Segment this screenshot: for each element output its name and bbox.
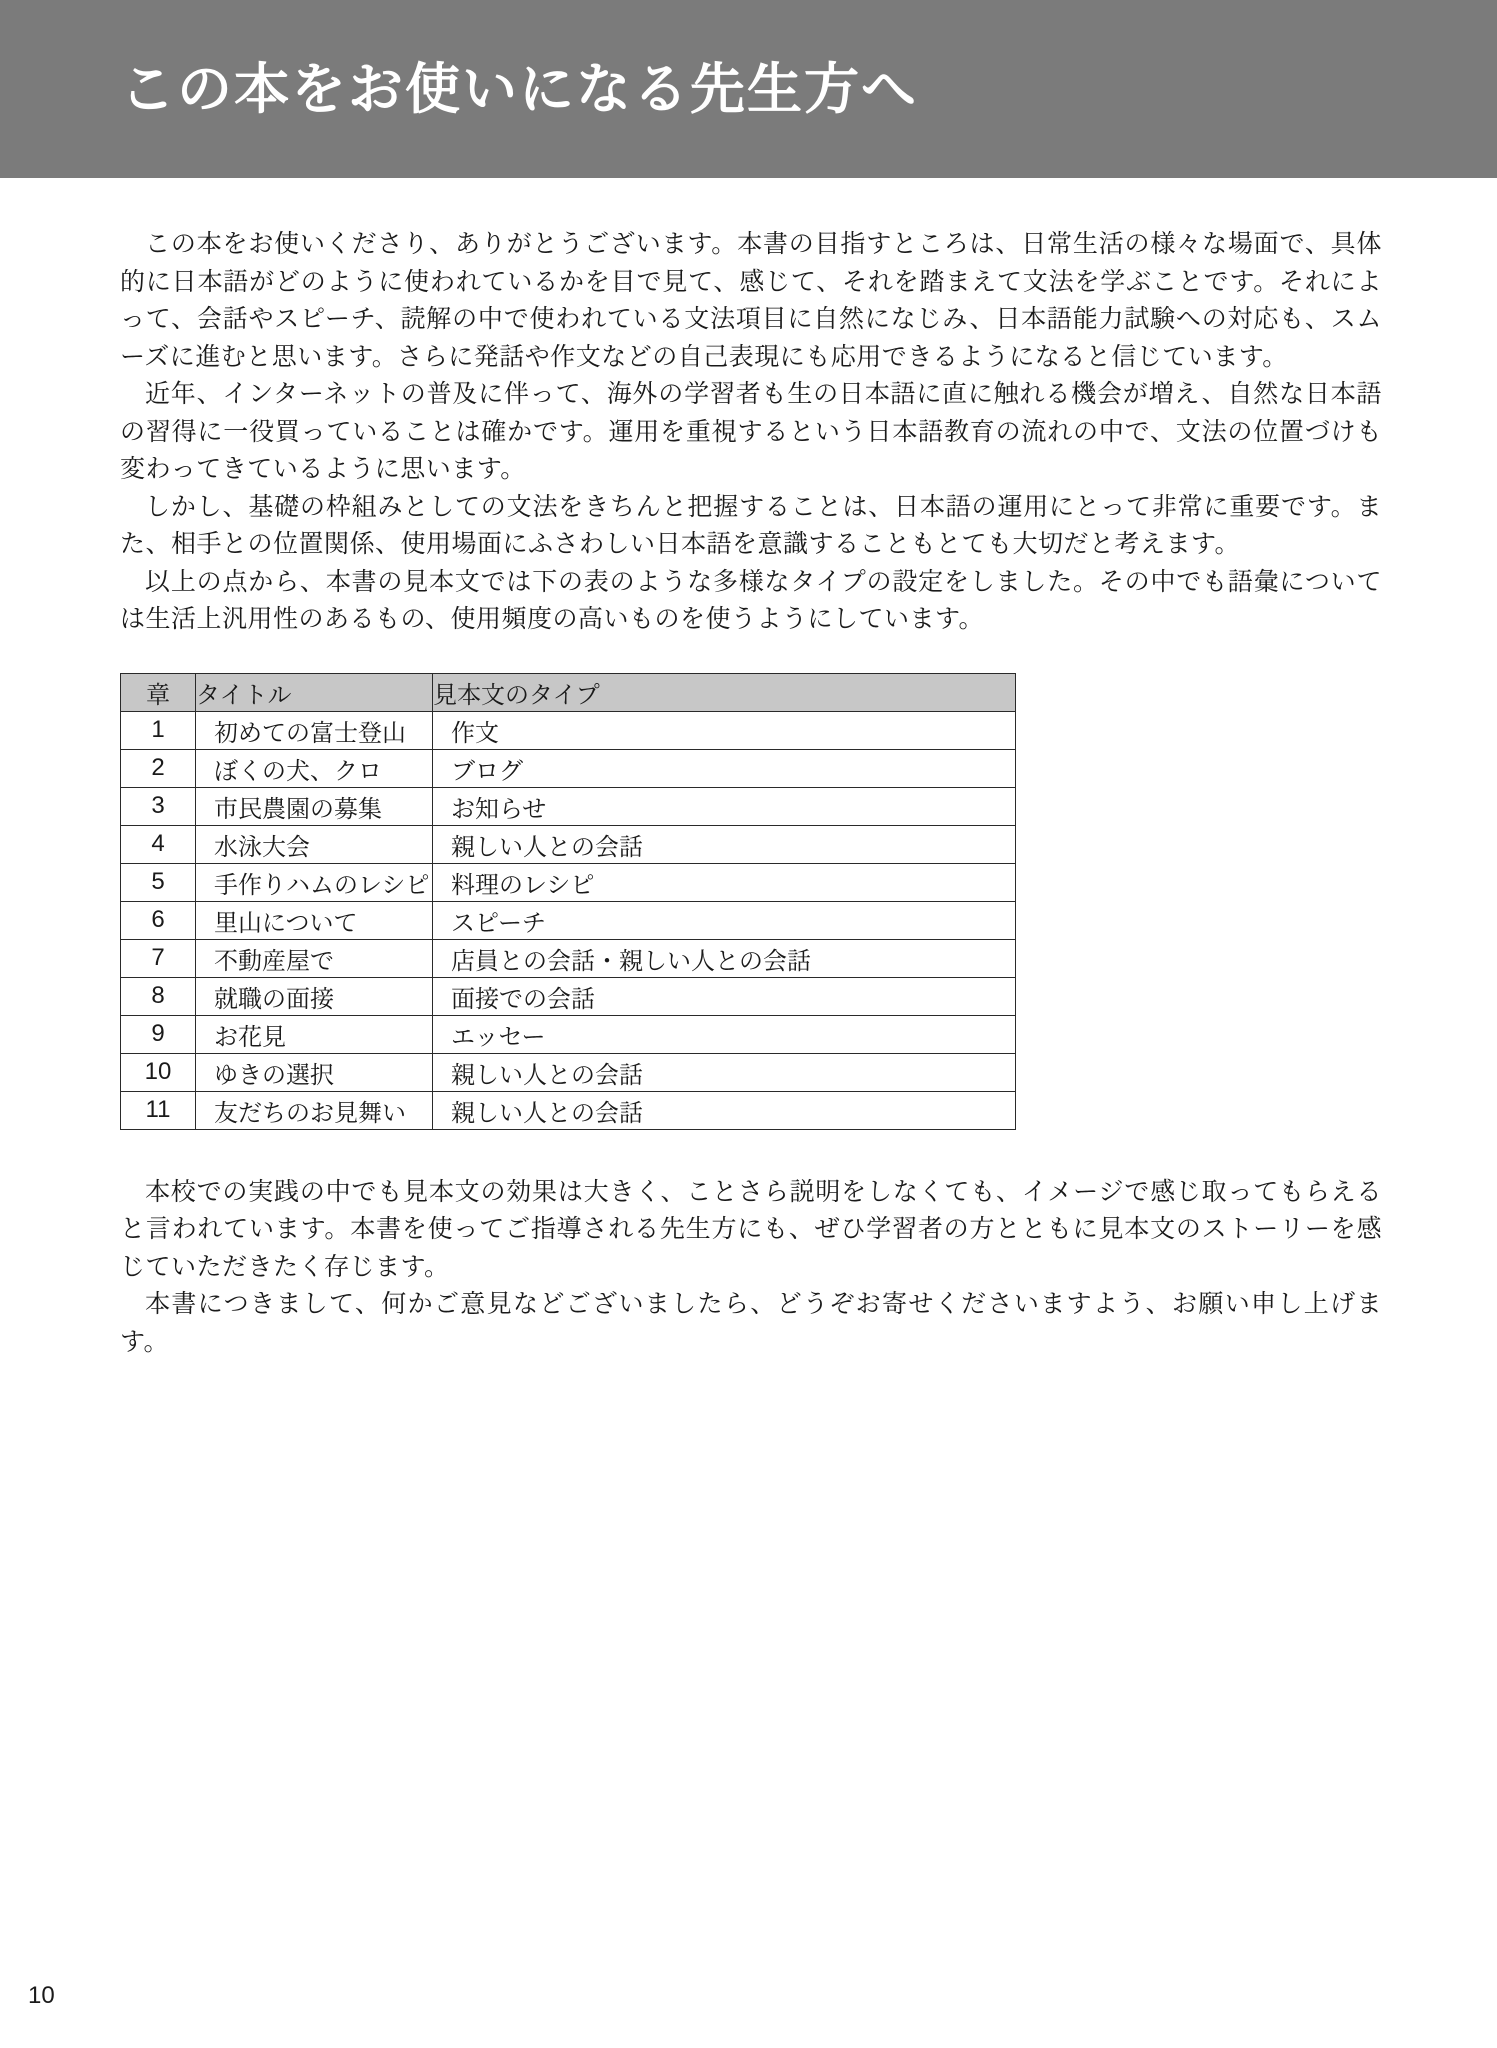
title-cell: 初めての富士登山	[196, 711, 433, 749]
chapter-cell: 2	[121, 749, 196, 787]
title-cell: 不動産屋で	[196, 939, 433, 977]
title-cell: 里山について	[196, 901, 433, 939]
intro-paragraphs	[120, 226, 1382, 639]
chapter-cell: 8	[121, 977, 196, 1015]
table-row	[121, 711, 1016, 749]
chapter-cell: 7	[121, 939, 196, 977]
title-cell: 就職の面接	[196, 977, 433, 1015]
title-cell: 市民農園の募集	[196, 787, 433, 825]
table-row	[121, 977, 1016, 1015]
type-cell: 親しい人との会話	[433, 1053, 1016, 1091]
title-cell: ぼくの犬、クロ	[196, 749, 433, 787]
type-cell: エッセー	[433, 1015, 1016, 1053]
table-row	[121, 1091, 1016, 1129]
title-cell: 友だちのお見舞い	[196, 1091, 433, 1129]
page-title: この本をお使いになる先生方へ	[120, 57, 919, 120]
paragraph: 近年、インターネットの普及に伴って、海外の学習者も生の日本語に直に触れる機会が増え、自然な日本語の習得に一役買っていることは確かです。運用を重視するという日本語教育の流れの中で、文法の位置づけも変わってきているように思います。	[120, 380, 1382, 483]
table-header	[121, 673, 1016, 711]
header-chapter: 章	[121, 673, 196, 711]
chapter-cell: 1	[121, 711, 196, 749]
type-cell: 親しい人との会話	[433, 1091, 1016, 1129]
paragraph: しかし、基礎の枠組みとしての文法をきちんと把握することは、日本語の運用にとって非常に重要です。また、相手との位置関係、使用場面にふさわしい日本語を意識することもとても大切だと考えます。	[120, 492, 1382, 558]
chapter-cell: 10	[121, 1053, 196, 1091]
header-sample-type: 見本文のタイプ	[433, 673, 1016, 711]
closing-paragraphs	[120, 1174, 1382, 1362]
type-cell: 作文	[433, 711, 1016, 749]
paragraph: 本校での実践の中でも見本文の効果は大きく、ことさら説明をしなくても、イメージで感じ取ってもらえると言われています。本書を使ってご指導される先生方にも、ぜひ学習者の方とともに見本文のストーリーを感じていただきたく存じます。	[120, 1177, 1382, 1281]
title-cell: 手作りハムのレシピ	[196, 863, 433, 901]
table-row	[121, 939, 1016, 977]
table-row	[121, 825, 1016, 863]
title-cell: 水泳大会	[196, 825, 433, 863]
paragraph: 本書につきまして、何かご意見などございましたら、どうぞお寄せくださいますよう、お願い申し上げます。	[120, 1290, 1382, 1356]
title-cell: ゆきの選択	[196, 1053, 433, 1091]
chapter-cell: 9	[121, 1015, 196, 1053]
table-header-row	[121, 673, 1016, 711]
title-cell: お花見	[196, 1015, 433, 1053]
type-cell: お知らせ	[433, 787, 1016, 825]
paragraph: この本をお使いくださり、ありがとうございます。本書の目指すところは、日常生活の様々な場面で、具体的に日本語がどのように使われているかを目で見て、感じて、それを踏まえて文法を学ぶことです。それによって、会話やスピーチ、読解の中で使われている文法項目に自然になじみ、日本語能力試験への対応も、スムーズに進むと思います。さらに発話や作文などの自己表現にも応用できるようになると信じています。	[120, 230, 1382, 371]
chapter-cell: 3	[121, 787, 196, 825]
table-row	[121, 1053, 1016, 1091]
chapter-cell: 5	[121, 863, 196, 901]
type-cell: 親しい人との会話	[433, 825, 1016, 863]
table-row	[121, 901, 1016, 939]
header-band	[0, 0, 1497, 178]
type-cell: 面接での会話	[433, 977, 1016, 1015]
paragraph: 以上の点から、本書の見本文では下の表のような多様なタイプの設定をしました。その中でも語彙については生活上汎用性のあるもの、使用頻度の高いものを使うようにしています。	[120, 567, 1382, 633]
table-row	[121, 787, 1016, 825]
type-cell: 店員との会話・親しい人との会話	[433, 939, 1016, 977]
page-number: 10	[28, 1982, 55, 2009]
table-row	[121, 749, 1016, 787]
sample-text-table	[120, 673, 1016, 1130]
header-title-col: タイトル	[196, 673, 433, 711]
chapter-cell: 11	[121, 1091, 196, 1129]
chapter-cell: 6	[121, 901, 196, 939]
type-cell: スピーチ	[433, 901, 1016, 939]
table-body	[121, 711, 1016, 1129]
chapter-cell: 4	[121, 825, 196, 863]
page-content	[120, 178, 1382, 1361]
type-cell: 料理のレシピ	[433, 863, 1016, 901]
table-row	[121, 1015, 1016, 1053]
type-cell: ブログ	[433, 749, 1016, 787]
table-row	[121, 863, 1016, 901]
